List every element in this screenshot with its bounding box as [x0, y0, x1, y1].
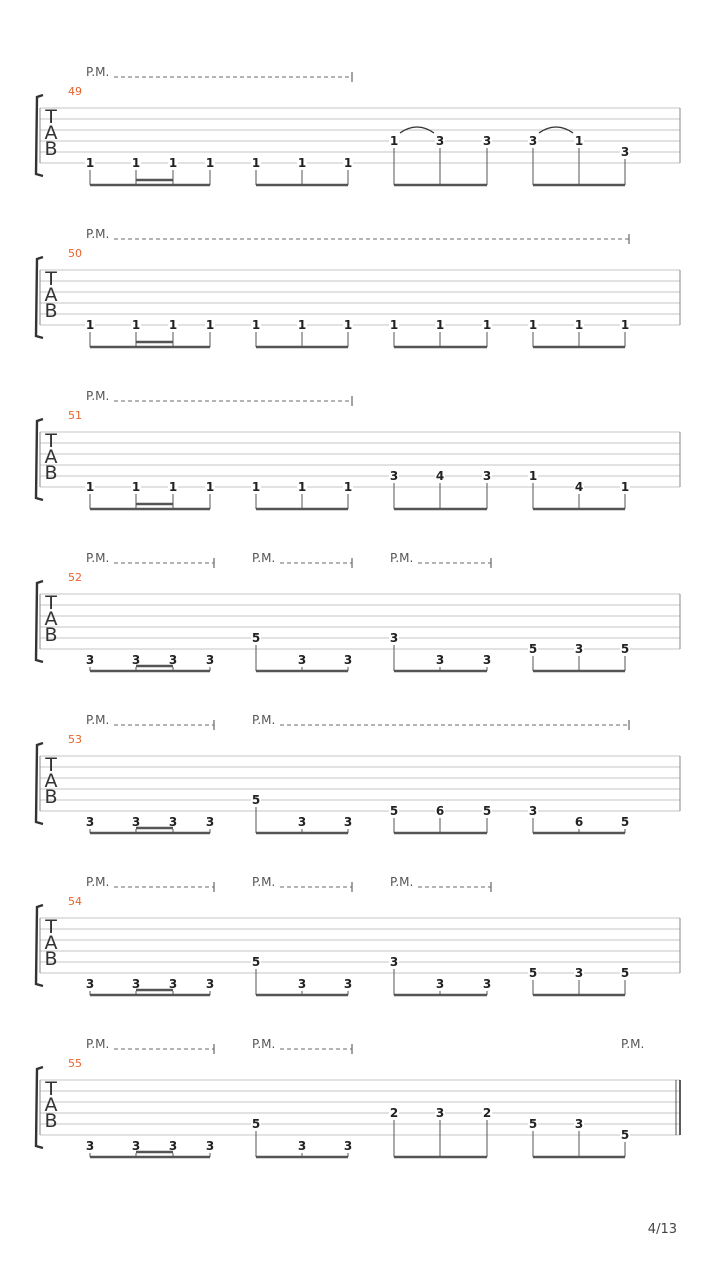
fret-number: 5 — [482, 804, 492, 818]
fret-number: 5 — [528, 1117, 538, 1131]
measure-number: 53 — [68, 733, 82, 746]
palm-mute-label: P.M. — [252, 875, 276, 889]
fret-number: 1 — [574, 134, 584, 148]
fret-number: 1 — [205, 318, 215, 332]
tab-system — [36, 1037, 680, 1157]
fret-number: 3 — [389, 469, 399, 483]
fret-number: 5 — [528, 966, 538, 980]
tab-clef-letter: T — [45, 916, 57, 938]
fret-number: 1 — [297, 156, 307, 170]
fret-number: 1 — [620, 318, 630, 332]
fret-number: 3 — [205, 815, 215, 829]
fret-number: 1 — [205, 156, 215, 170]
fret-number: 6 — [435, 804, 445, 818]
fret-number: 1 — [528, 318, 538, 332]
fret-number: 3 — [343, 815, 353, 829]
fret-number: 3 — [168, 653, 178, 667]
fret-number: 5 — [389, 804, 399, 818]
fret-number: 3 — [85, 977, 95, 991]
palm-mute-label: P.M. — [86, 1037, 110, 1051]
fret-number: 1 — [85, 318, 95, 332]
tab-system — [36, 551, 680, 671]
palm-mute-label: P.M. — [86, 389, 110, 403]
fret-number: 1 — [435, 318, 445, 332]
fret-number: 1 — [389, 318, 399, 332]
tab-clef-letter: B — [44, 786, 58, 808]
fret-number: 3 — [389, 631, 399, 645]
fret-number: 5 — [251, 955, 261, 969]
fret-number: 1 — [85, 480, 95, 494]
palm-mute-label: P.M. — [252, 1037, 276, 1051]
fret-number: 1 — [297, 480, 307, 494]
fret-number: 3 — [131, 977, 141, 991]
fret-number: 1 — [168, 156, 178, 170]
tab-clef-letter: A — [44, 122, 58, 144]
fret-number: 3 — [343, 1139, 353, 1153]
tab-clef-letter: A — [44, 770, 58, 792]
fret-number: 5 — [620, 815, 630, 829]
palm-mute-label: P.M. — [86, 65, 110, 79]
tab-clef-letter: B — [44, 624, 58, 646]
fret-number: 3 — [435, 653, 445, 667]
fret-number: 3 — [205, 977, 215, 991]
page-number: 4/13 — [647, 1222, 677, 1237]
tab-clef-letter: A — [44, 608, 58, 630]
fret-number: 3 — [168, 815, 178, 829]
fret-number: 3 — [85, 653, 95, 667]
fret-number: 5 — [251, 1117, 261, 1131]
fret-number: 3 — [131, 653, 141, 667]
fret-number: 3 — [482, 653, 492, 667]
fret-number: 3 — [574, 966, 584, 980]
tab-clef-letter: B — [44, 300, 58, 322]
fret-number: 1 — [251, 318, 261, 332]
tab-system — [36, 65, 680, 185]
fret-number: 3 — [435, 1106, 445, 1120]
palm-mute-label: P.M. — [252, 551, 276, 565]
palm-mute-label: P.M. — [390, 551, 414, 565]
fret-number: 3 — [482, 977, 492, 991]
fret-number: 1 — [343, 156, 353, 170]
fret-number: 3 — [131, 815, 141, 829]
measure-number: 54 — [68, 895, 82, 908]
fret-number: 1 — [205, 480, 215, 494]
fret-number: 5 — [620, 966, 630, 980]
palm-mute-label: P.M. — [86, 875, 110, 889]
fret-number: 3 — [205, 653, 215, 667]
fret-number: 3 — [297, 977, 307, 991]
fret-number: 3 — [85, 1139, 95, 1153]
palm-mute-label: P.M. — [86, 713, 110, 727]
fret-number: 3 — [574, 642, 584, 656]
fret-number: 3 — [343, 653, 353, 667]
tab-clef-letter: B — [44, 138, 58, 160]
fret-number: 3 — [435, 977, 445, 991]
fret-number: 3 — [168, 1139, 178, 1153]
tab-system — [36, 227, 680, 347]
tab-clef-letter: A — [44, 284, 58, 306]
tab-clef-letter: A — [44, 932, 58, 954]
fret-number: 5 — [620, 1128, 630, 1142]
fret-number: 1 — [528, 469, 538, 483]
tab-system — [36, 389, 680, 509]
fret-number: 3 — [297, 1139, 307, 1153]
fret-number: 3 — [620, 145, 630, 159]
fret-number: 1 — [131, 156, 141, 170]
fret-number: 3 — [482, 469, 492, 483]
fret-number: 3 — [343, 977, 353, 991]
tab-clef-letter: T — [45, 268, 57, 290]
tab-clef-letter: A — [44, 1094, 58, 1116]
tab-system — [36, 713, 680, 833]
measure-number: 49 — [68, 85, 82, 98]
palm-mute-label: P.M. — [86, 551, 110, 565]
fret-number: 3 — [389, 955, 399, 969]
fret-number: 1 — [297, 318, 307, 332]
tab-system — [36, 875, 680, 995]
fret-number: 1 — [251, 156, 261, 170]
tab-clef-letter: A — [44, 446, 58, 468]
fret-number: 1 — [131, 480, 141, 494]
fret-number: 3 — [574, 1117, 584, 1131]
fret-number: 3 — [297, 815, 307, 829]
tab-clef-letter: B — [44, 1110, 58, 1132]
tab-clef-letter: T — [45, 754, 57, 776]
fret-number: 1 — [343, 318, 353, 332]
measure-number: 52 — [68, 571, 82, 584]
palm-mute-label: P.M. — [252, 713, 276, 727]
tab-clef-letter: T — [45, 1078, 57, 1100]
tab-clef-letter: T — [45, 592, 57, 614]
fret-number: 5 — [251, 793, 261, 807]
fret-number: 3 — [528, 804, 538, 818]
fret-number: 5 — [528, 642, 538, 656]
fret-number: 2 — [389, 1106, 399, 1120]
fret-number: 1 — [389, 134, 399, 148]
fret-number: 1 — [482, 318, 492, 332]
fret-number: 3 — [528, 134, 538, 148]
fret-number: 3 — [168, 977, 178, 991]
fret-number: 5 — [251, 631, 261, 645]
fret-number: 1 — [251, 480, 261, 494]
fret-number: 2 — [482, 1106, 492, 1120]
fret-number: 4 — [435, 469, 445, 483]
fret-number: 3 — [85, 815, 95, 829]
fret-number: 6 — [574, 815, 584, 829]
fret-number: 5 — [620, 642, 630, 656]
fret-number: 1 — [168, 480, 178, 494]
fret-number: 1 — [343, 480, 353, 494]
palm-mute-label: P.M. — [621, 1037, 645, 1051]
tab-clef-letter: T — [45, 106, 57, 128]
palm-mute-label: P.M. — [390, 875, 414, 889]
tab-clef-letter: B — [44, 462, 58, 484]
fret-number: 1 — [168, 318, 178, 332]
measure-number: 51 — [68, 409, 82, 422]
palm-mute-label: P.M. — [86, 227, 110, 241]
tab-clef-letter: T — [45, 430, 57, 452]
measure-number: 50 — [68, 247, 82, 260]
fret-number: 3 — [297, 653, 307, 667]
fret-number: 3 — [482, 134, 492, 148]
fret-number: 3 — [435, 134, 445, 148]
fret-number: 3 — [131, 1139, 141, 1153]
fret-number: 3 — [205, 1139, 215, 1153]
fret-number: 4 — [574, 480, 584, 494]
measure-number: 55 — [68, 1057, 82, 1070]
fret-number: 1 — [574, 318, 584, 332]
fret-number: 1 — [131, 318, 141, 332]
tab-clef-letter: B — [44, 948, 58, 970]
fret-number: 1 — [620, 480, 630, 494]
fret-number: 1 — [85, 156, 95, 170]
